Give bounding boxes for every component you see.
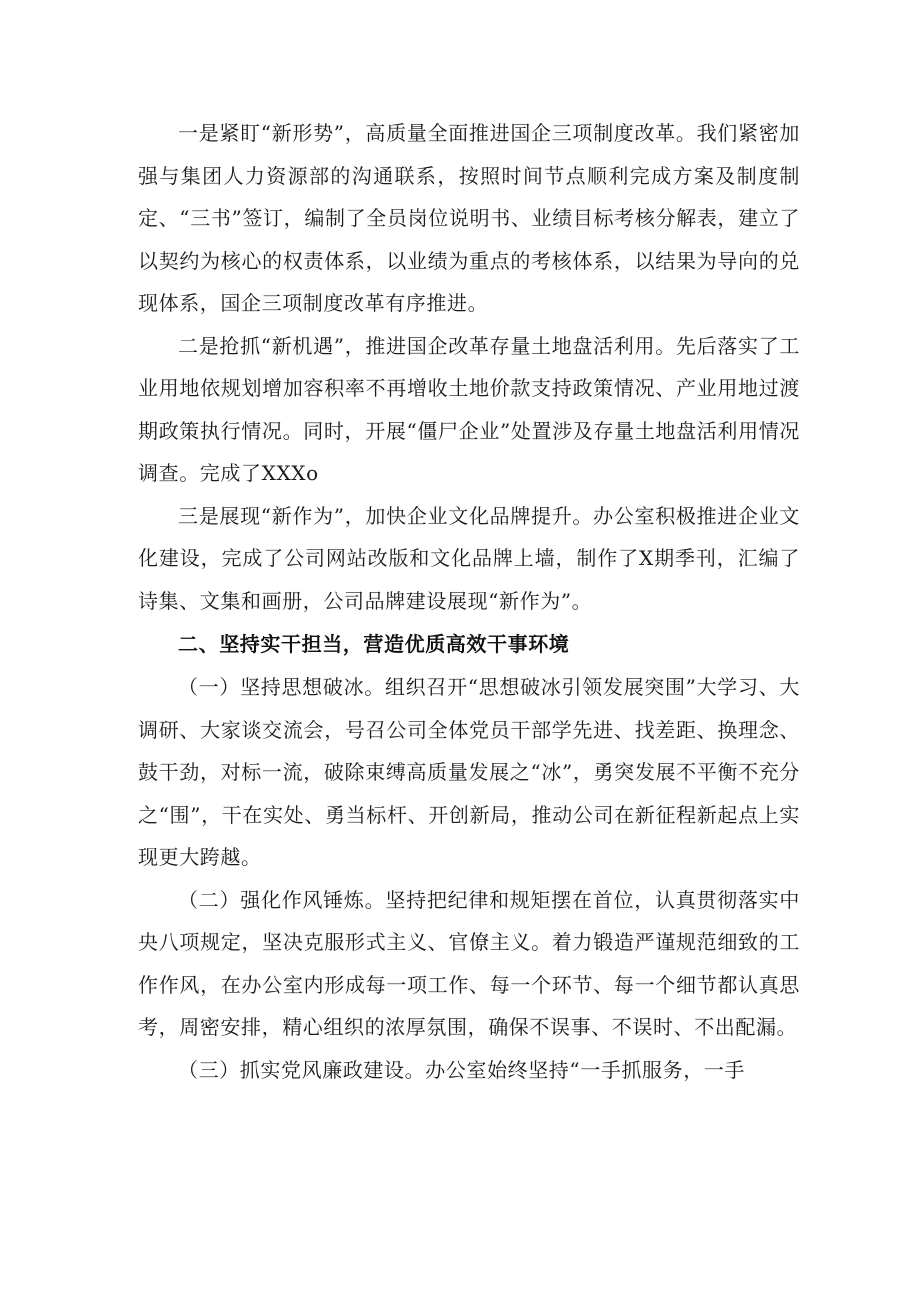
paragraph-work-style: （二）强化作风锤炼。坚持把纪律和规矩摆在首位，认真贯彻落实中央八项规定，坚决克服形式主义、官僚主义。着力锻造严谨规范细致的工作作风，在办公室内形成每一项工作、每一个环节、每一个细节都认真思考，周密安排，精心组织的浓厚氛围，确保不误事、不误时、不出配漏。	[138, 887, 800, 1039]
paragraph-new-opportunity: 二是抢抓“新机遇”，推进国企改革存量土地盘活利用。先后落实了工业用地依规划增加容积率不再增收土地价款支持政策情况、产业用地过渡期政策执行情况。同时，开展“僵尸企业”处置涉及存量土地盘活利用情况调查。完成了XXXo	[138, 333, 800, 485]
paragraph-thought-breakthrough: （一）坚持思想破冰。组织召开“思想破冰引领发展突围”大学习、大调研、大家谈交流会，号召公司全体党员干部学先进、找差距、换理念、鼓干劲，对标一流，破除束缚高质量发展之“冰”，勇突发展不平衡不充分之“围”，干在实处、勇当标杆、开创新局，推动公司在新征程新起点上实现更大跨越。	[138, 675, 800, 869]
paragraph-new-action: 三是展现“新作为”，加快企业文化品牌提升。办公室积极推进企业文化建设，完成了公司网站改版和文化品牌上墙，制作了X期季刊，汇编了诗集、文集和画册，公司品牌建设展现“新作为”。	[138, 503, 800, 613]
document-body	[138, 112, 800, 1091]
paragraph-new-situation: 一是紧盯“新形势”，高质量全面推进国企三项制度改革。我们紧密加强与集团人力资源部的沟通联系，按照时间节点顺利完成方案及制度制定、“三书”签订，编制了全员岗位说明书、业绩目标考核分解表，建立了以契约为核心的权责体系，以业绩为重点的考核体系，以结果为导向的兑现体系，国企三项制度改革有序推进。	[138, 121, 800, 315]
paragraph-party-integrity: （三）抓实党风廉政建设。办公室始终坚持“一手抓服务，一手	[178, 1057, 746, 1082]
section-heading: 二、坚持实干担当，营造优质高效干事环境	[178, 632, 570, 656]
